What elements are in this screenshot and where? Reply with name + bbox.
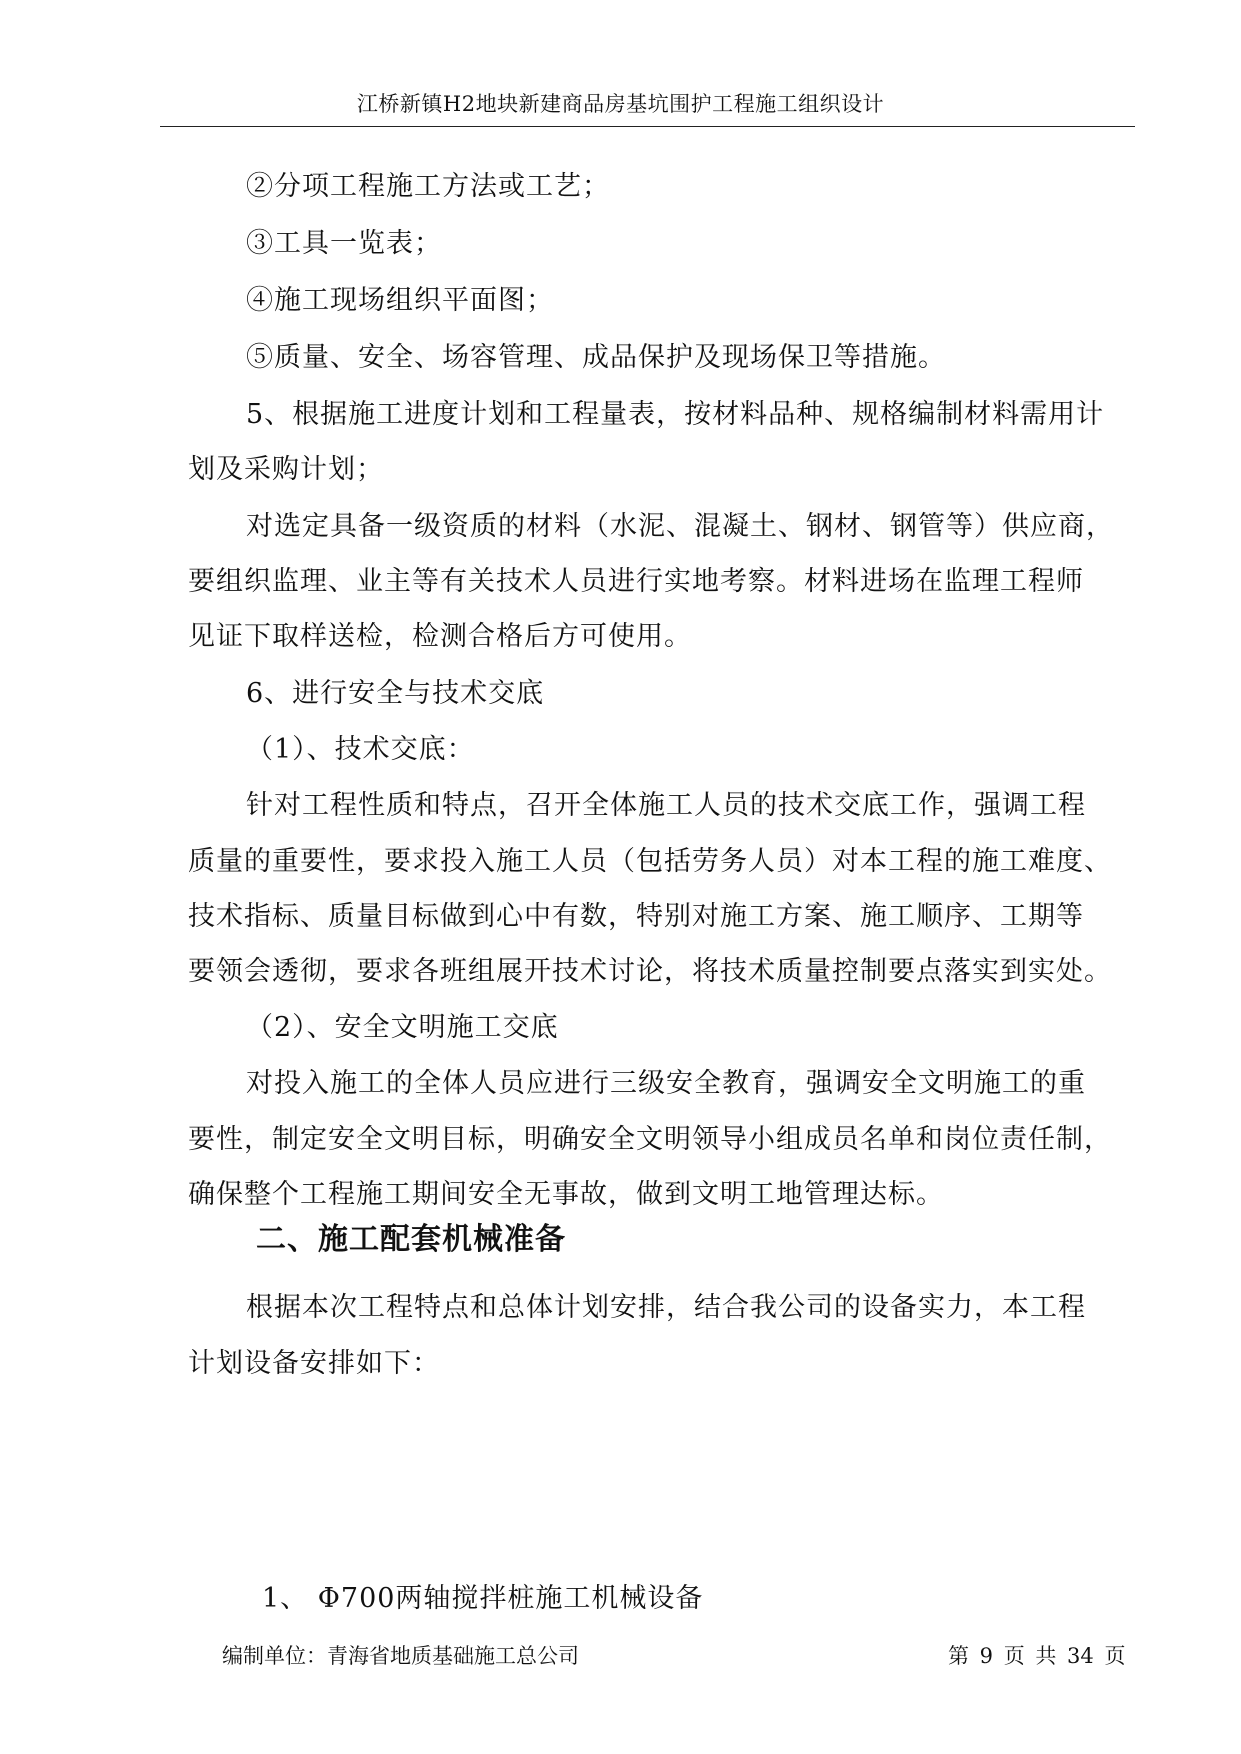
sub-heading: 1、 Φ700两轴搅拌桩施工机械设备 — [262, 1583, 704, 1614]
body-line: 质量的重要性，要求投入施工人员（包括劳务人员）对本工程的施工难度、 — [188, 846, 1112, 877]
body-line: 5、根据施工进度计划和工程量表，按材料品种、规格编制材料需用计 — [246, 399, 1105, 430]
body-line: 要领会透彻，要求各班组展开技术讨论，将技术质量控制要点落实到实处。 — [188, 956, 1112, 987]
body-line: 6、进行安全与技术交底 — [246, 678, 545, 709]
body-line: 计划设备安排如下： — [188, 1348, 440, 1379]
body-line: 对选定具备一级资质的材料（水泥、混凝土、钢材、钢管等）供应商， — [246, 511, 1114, 542]
body-line: 见证下取样送检，检测合格后方可使用。 — [188, 621, 692, 652]
body-line: 技术指标、质量目标做到心中有数，特别对施工方案、施工顺序、工期等 — [188, 901, 1084, 932]
page-header-title: 江桥新镇H2地块新建商品房基坑围护工程施工组织设计 — [356, 92, 885, 116]
footer-page-number: 第 9 页 共 34 页 — [948, 1644, 1126, 1668]
body-line: 确保整个工程施工期间安全无事故，做到文明工地管理达标。 — [188, 1179, 944, 1210]
body-line: 划及采购计划； — [188, 454, 384, 485]
body-line: 针对工程性质和特点，召开全体施工人员的技术交底工作，强调工程 — [246, 790, 1086, 821]
body-line: （1）、技术交底： — [246, 734, 475, 765]
footer-unit: 编制单位：青海省地质基础施工总公司 — [222, 1644, 579, 1668]
header-divider — [160, 126, 1135, 127]
body-line: 根据本次工程特点和总体计划安排，结合我公司的设备实力，本工程 — [246, 1292, 1086, 1323]
body-line: 要组织监理、业主等有关技术人员进行实地考察。材料进场在监理工程师 — [188, 566, 1084, 597]
body-line: ⑤质量、安全、场容管理、成品保护及现场保卫等措施。 — [246, 342, 946, 373]
section-heading: 二、施工配套机械准备 — [256, 1222, 566, 1257]
body-line: ②分项工程施工方法或工艺； — [246, 171, 610, 202]
body-line: ③工具一览表； — [246, 228, 442, 259]
body-line: 要性，制定安全文明目标，明确安全文明领导小组成员名单和岗位责任制， — [188, 1124, 1112, 1155]
body-line: ④施工现场组织平面图； — [246, 285, 554, 316]
body-line: （2）、安全文明施工交底 — [246, 1012, 559, 1043]
body-line: 对投入施工的全体人员应进行三级安全教育，强调安全文明施工的重 — [246, 1068, 1086, 1099]
